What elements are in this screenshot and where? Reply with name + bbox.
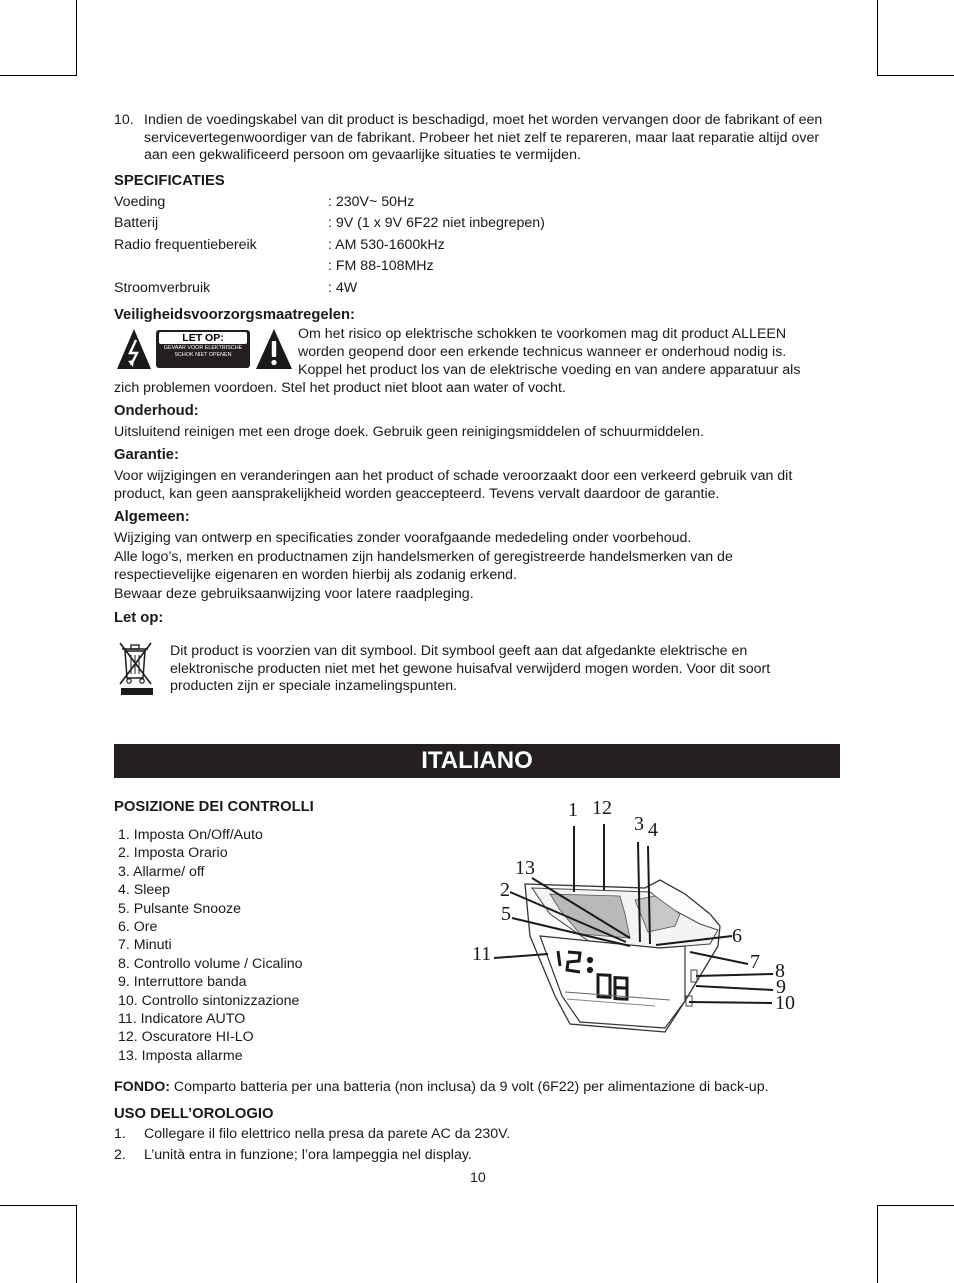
diagram-label-4: 4: [648, 819, 658, 841]
crop-mark: [0, 75, 77, 76]
spec-row: [114, 258, 834, 276]
safety-line: zich problemen voordoen. Stel het product niet bloot aan water of vocht.: [114, 380, 566, 396]
diagram-label-6: 6: [732, 925, 742, 947]
diagram-label-7: 7: [750, 951, 760, 973]
diagram-label-8: 8: [775, 960, 785, 982]
control-item: 10. Controllo sintonizzazione: [118, 993, 300, 1009]
safety-line: Koppel het product los van de elektrische voeding en van andere apparatuur als: [298, 362, 801, 378]
attention-heading: Let op:: [114, 610, 164, 626]
list-item: [114, 1147, 834, 1165]
diagram-label-11: 11: [472, 943, 492, 965]
spec-row: [114, 215, 834, 233]
diagram-label-2: 2: [500, 879, 510, 901]
safety-heading: Veiligheidsvoorzorgsmaatregelen:: [114, 307, 355, 323]
crop-mark: [0, 1205, 77, 1206]
general-heading: Algemeen:: [114, 509, 190, 525]
exclamation-warning-icon: [255, 328, 293, 370]
control-item: 6. Ore: [118, 919, 158, 935]
diagram-label-10: 10: [775, 992, 795, 1014]
control-item: 9. Interruttore banda: [118, 974, 247, 990]
control-item: 4. Sleep: [118, 882, 171, 898]
item-number: 10.: [114, 112, 134, 128]
control-item: 1. Imposta On/Off/Auto: [118, 827, 263, 843]
attention-text: Dit product is voorzien van dit symbool. Dit symbool geeft aan dat afgedankte elektrische en elektronische producten niet met het gewone huisafval verwijderd mogen worden. Voor dit soort producten zijn er speciale inzamelingspunten.: [170, 643, 771, 694]
control-item: 13. Imposta allarme: [118, 1048, 243, 1064]
maintenance-heading: Onderhoud:: [114, 403, 199, 419]
item-number: 1.: [114, 1126, 126, 1142]
spec-label: Stroomverbruik: [114, 280, 211, 296]
spec-value: : FM 88-108MHz: [328, 258, 434, 274]
caution-label-sub: GEVAAR VOOR ELEKTRISCHE SCHOK NIET OPENEN: [163, 345, 243, 358]
bottom-text: Comparto batteria per una batteria (non inclusa) da 9 volt (6F22) per alimentazione di back-up.: [169, 1079, 769, 1095]
diagram-label-13: 13: [515, 857, 535, 879]
item-text: Indien de voedingskabel van dit product is beschadigd, moet het worden vervangen door de fabrikant of een servicevertegenwoordiger van de fabrikant. Probeer het niet zelf te repareren, maar laat reparatie altijd over aan een gekwalificeerd persoon om gevaarlijke situaties te vermijden.: [144, 112, 823, 163]
diagram-label-12: 12: [592, 797, 612, 819]
safety-line: worden geopend door een erkende technicus wanneer er onderhoud nodig is.: [298, 344, 787, 360]
caution-label: [156, 330, 250, 368]
caution-label-title: LET OP:: [159, 332, 247, 344]
spec-label: Radio frequentiebereik: [114, 237, 257, 253]
safety-line: Om het risico op elektrische schokken te voorkomen mag dit product ALLEEN: [298, 326, 787, 342]
control-item: 5. Pulsante Snooze: [118, 901, 242, 917]
spec-value: : 230V~ 50Hz: [328, 194, 415, 210]
control-item: 11. Indicatore AUTO: [118, 1011, 246, 1027]
crop-mark: [877, 1205, 954, 1206]
spec-label: Batterij: [114, 215, 159, 231]
crop-mark: [877, 1205, 878, 1283]
lightning-warning-icon: [116, 328, 152, 370]
crop-mark: [877, 0, 878, 76]
maintenance-text: Uitsluitend reinigen met een droge doek. Gebruik geen reinigingsmiddelen of schuurmiddelen.: [114, 424, 704, 440]
control-item: 7. Minuti: [118, 937, 172, 953]
item-text: Collegare il filo elettrico nella presa da parete AC da 230V.: [144, 1126, 511, 1142]
spec-row: [114, 280, 834, 298]
crop-mark: [76, 1205, 77, 1283]
bottom-note: [114, 1079, 769, 1097]
controls-heading: POSIZIONE DEI CONTROLLI: [114, 799, 314, 815]
bottom-label: FONDO:: [114, 1079, 170, 1095]
warranty-heading: Garantie:: [114, 447, 179, 463]
spec-label: Voeding: [114, 194, 166, 210]
diagram-label-5: 5: [501, 903, 511, 925]
spec-row: [114, 194, 834, 212]
spec-value: : 4W: [328, 280, 358, 296]
list-item-10: [114, 112, 834, 165]
clock-heading: USO DELL’OROLOGIO: [114, 1106, 274, 1122]
spec-value: : 9V (1 x 9V 6F22 niet inbegrepen): [328, 215, 545, 231]
spec-row: [114, 237, 834, 255]
control-item: 8. Controllo volume / Cicalino: [118, 956, 303, 972]
diagram-label-9: 9: [776, 976, 786, 998]
general-text: Alle logo’s, merken en productnamen zijn handelsmerken of geregistreerde handelsmerken van de respectievelijke eigenaren en worden hierbij als zodanig erkend.: [114, 549, 733, 583]
list-item: [114, 1126, 834, 1144]
control-item: 12. Oscuratore HI-LO: [118, 1029, 254, 1045]
crop-mark: [877, 75, 954, 76]
item-number: 2.: [114, 1147, 126, 1163]
crop-mark: [76, 0, 77, 76]
diagram-label-3: 3: [634, 813, 644, 835]
language-banner: ITALIANO: [114, 744, 840, 778]
diagram-label-1: 1: [568, 799, 578, 821]
control-item: 3. Allarme/ off: [118, 864, 205, 880]
general-text: Wijziging van ontwerp en specificaties zonder voorafgaande mededeling onder voorbehoud.: [114, 530, 692, 546]
weee-bin-icon: [118, 640, 156, 696]
control-item: 2. Imposta Orario: [118, 845, 228, 861]
item-text: L’unità entra in funzione; l’ora lampeggia nel display.: [144, 1147, 472, 1163]
warranty-text: Voor wijzigingen en veranderingen aan het product of schade veroorzaakt door een verkeerd gebruik van dit product, kan geen aansprakelijkheid worden geaccepteerd. Tevens vervalt daardoor de garantie.: [114, 468, 793, 502]
page-number: 10: [470, 1170, 486, 1186]
specs-heading: SPECIFICATIES: [114, 173, 225, 189]
general-text: Bewaar deze gebruiksaanwijzing voor latere raadpleging.: [114, 586, 474, 602]
spec-value: : AM 530-1600kHz: [328, 237, 445, 253]
